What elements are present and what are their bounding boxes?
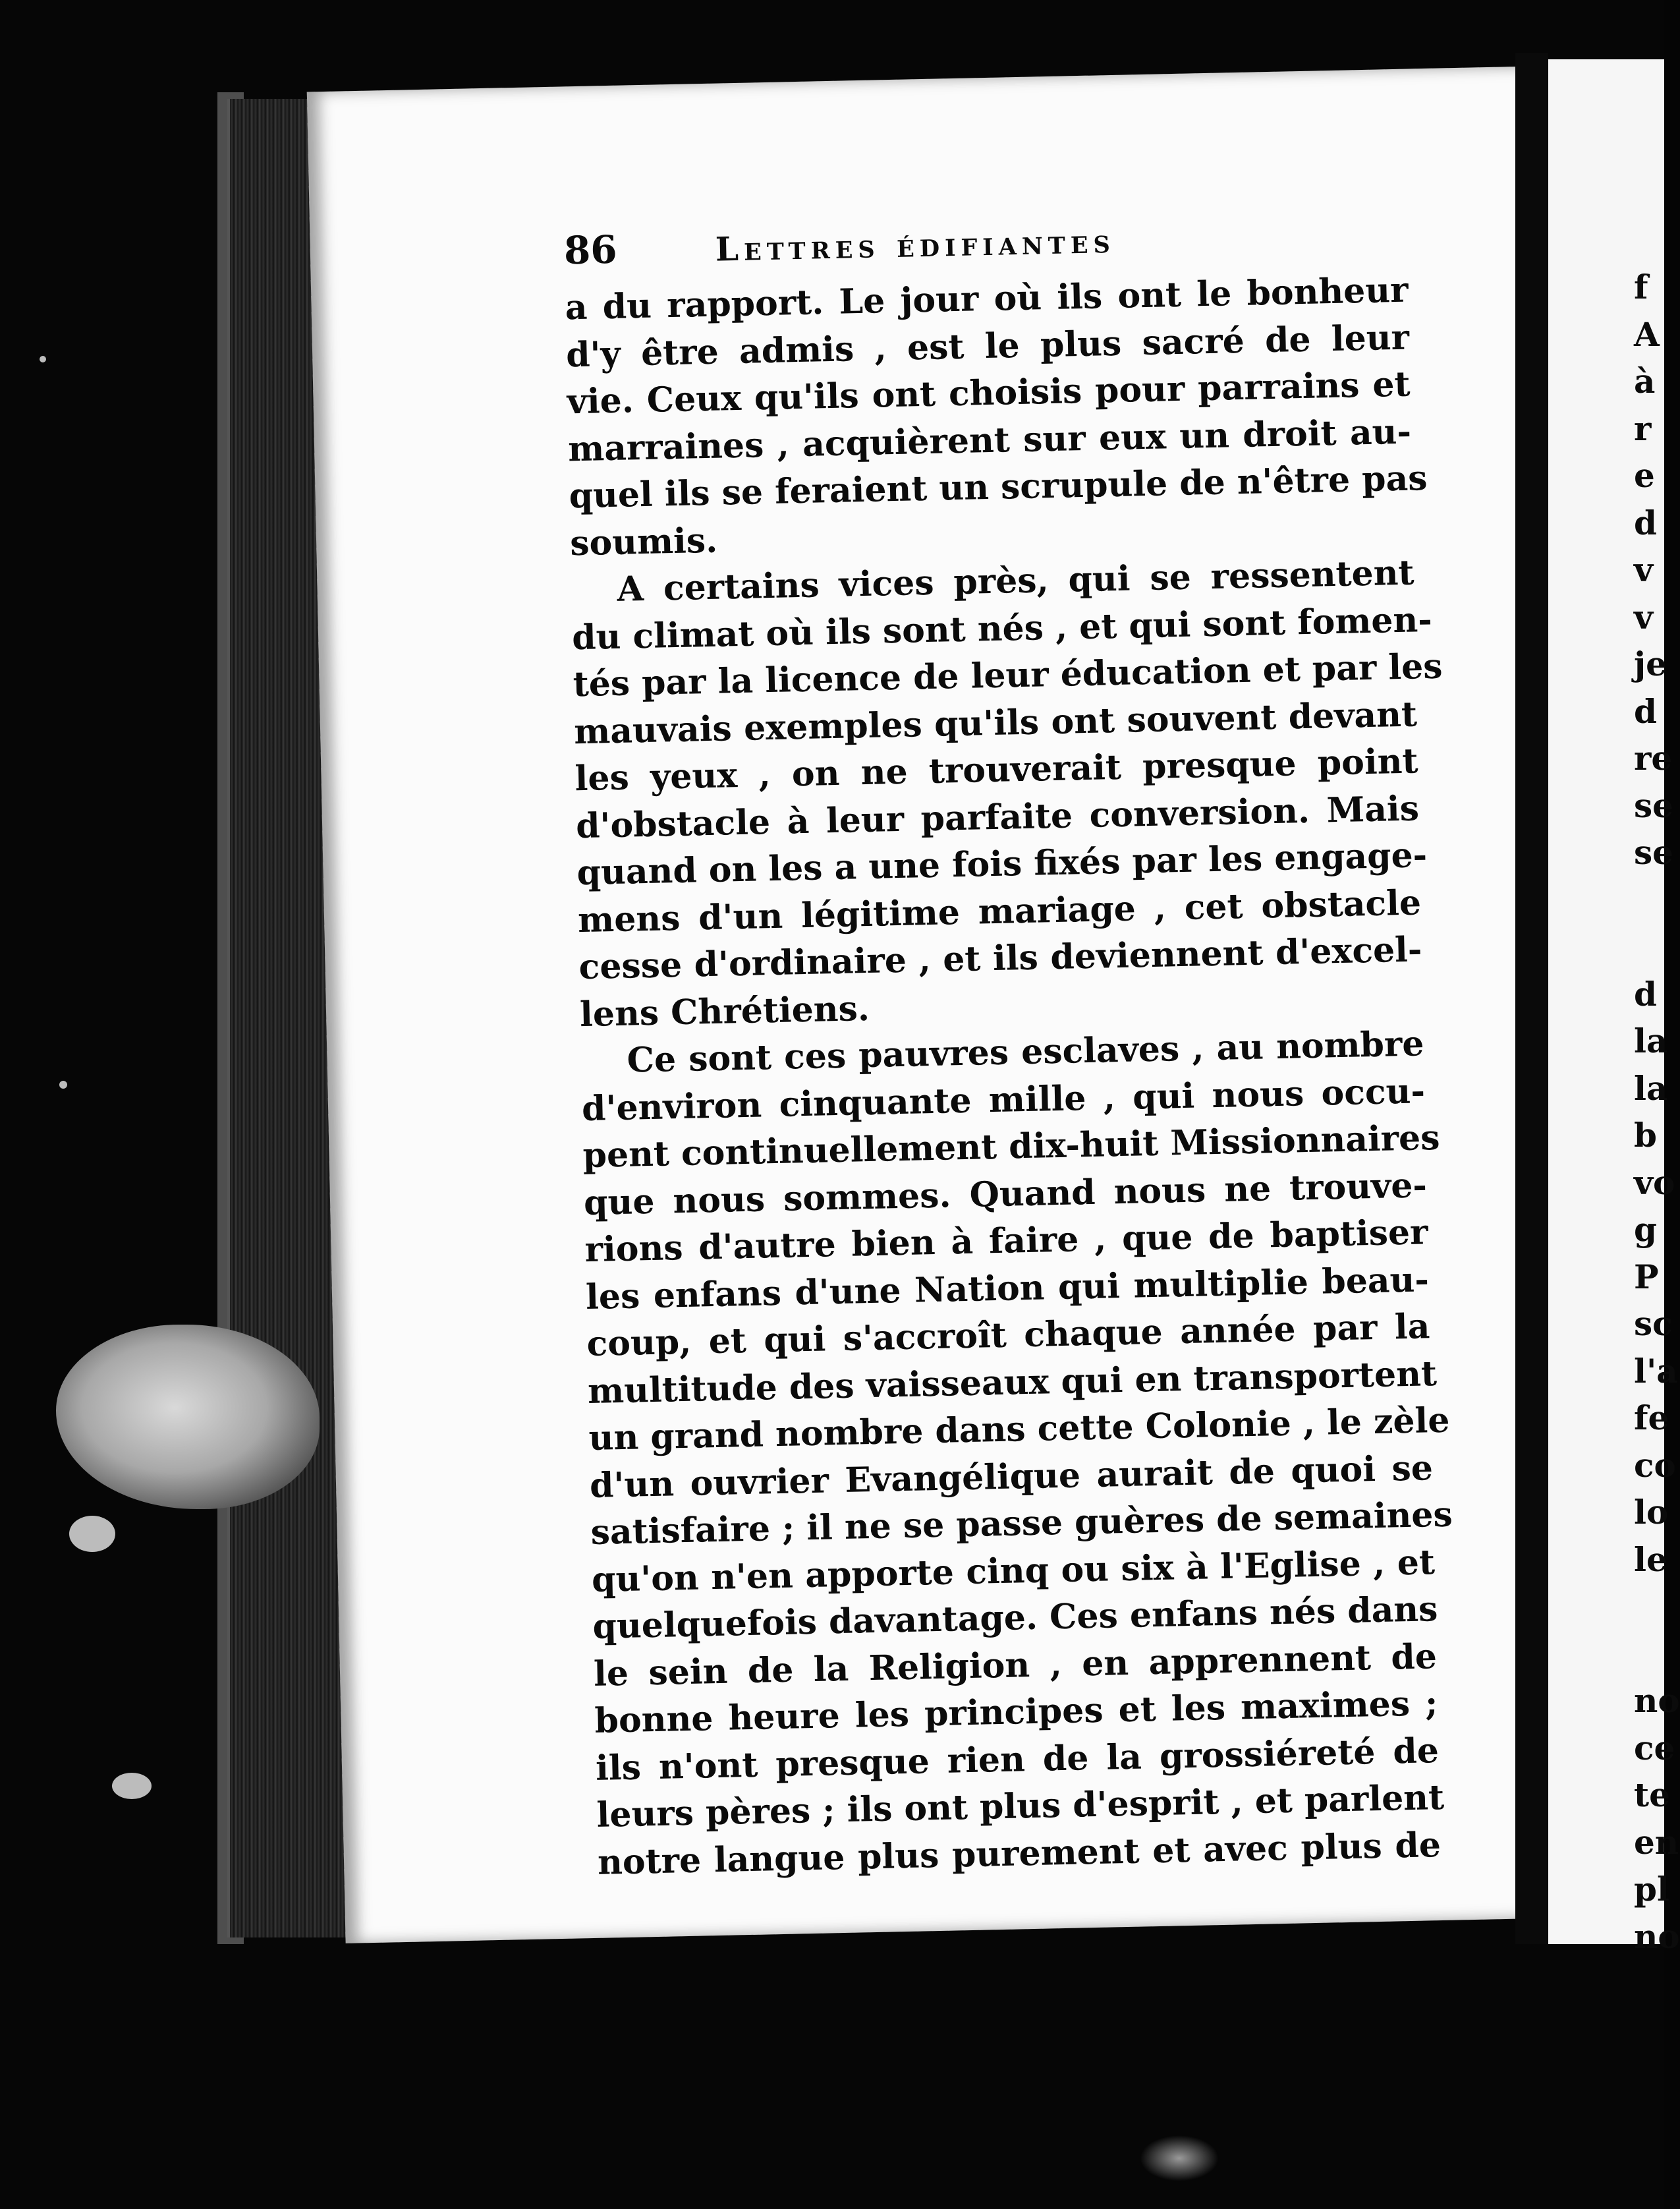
running-head xyxy=(563,213,1289,273)
text-line: cesse d'ordinaire , et ils deviennent d'excel- xyxy=(578,929,1423,988)
text-line: tés par la licence de leur éducation et par les xyxy=(573,646,1443,705)
fragment: en xyxy=(1634,1822,1679,1862)
fragment: te xyxy=(1634,1775,1670,1814)
fragment: la xyxy=(1634,1068,1668,1108)
text-line: quand on les a une fois fixés par les engage- xyxy=(576,835,1428,894)
text-line: soumis. xyxy=(569,520,718,563)
fragment: P xyxy=(1634,1257,1659,1296)
text-line: satisfaire ; il ne se passe guères de semaines xyxy=(590,1494,1453,1553)
fragment: f xyxy=(1634,268,1648,306)
fragment: l'a xyxy=(1634,1351,1678,1391)
fragment: à xyxy=(1634,362,1656,401)
text-line: quelquefois davantage. Ces enfans nés dans xyxy=(592,1589,1438,1647)
fragment: la xyxy=(1634,1021,1668,1060)
left-page xyxy=(307,67,1554,1943)
facing-page-strip xyxy=(1548,59,1680,1956)
margin-speck xyxy=(112,1773,152,1799)
text-line: ils n'ont presque rien de la grossiéreté de xyxy=(595,1730,1440,1789)
body-text xyxy=(565,267,1453,1886)
fragment: je xyxy=(1634,645,1667,683)
text-line: rions d'autre bien à faire , que de baptiser xyxy=(584,1212,1429,1271)
running-title: Lettres édifiantes xyxy=(715,221,1116,269)
fragment: re xyxy=(1634,739,1673,778)
text-line: qu'on n'en apporte cinq ou six à l'Eglise , et xyxy=(591,1541,1436,1600)
fragment: co xyxy=(1634,1445,1676,1485)
fragment: d xyxy=(1634,503,1657,542)
text-line: d'un ouvrier Evangélique aurait de quoi se xyxy=(589,1447,1434,1506)
text-line: vie. Ceux qu'ils ont choisis pour parrains et xyxy=(567,364,1411,422)
fragment: pl xyxy=(1634,1870,1669,1908)
text-line: mauvais exemples qu'ils ont souvent devant xyxy=(573,693,1418,752)
text-line: coup, et qui s'accroît chaque année par la xyxy=(586,1306,1431,1365)
paragraph-gap xyxy=(1634,876,1673,971)
text-line: quel ils se feraient un scrupule de n'être pas xyxy=(569,458,1428,517)
fragment: d xyxy=(1634,974,1657,1014)
margin-speck xyxy=(69,1516,115,1552)
margin-stain xyxy=(56,1325,320,1509)
fragment: vo xyxy=(1634,1162,1675,1202)
fragment: lo xyxy=(1634,1493,1669,1532)
fragment: le xyxy=(1634,1539,1667,1579)
book-gutter xyxy=(1515,53,1548,1944)
text-line: pent continuellement dix-huit Missionnaires xyxy=(582,1117,1441,1176)
fragment: no xyxy=(1634,1681,1680,1720)
text-line: lens Chrétiens. xyxy=(579,988,870,1035)
text-line: du climat où ils sont nés , et qui sont fomen- xyxy=(571,599,1433,658)
fragment: e xyxy=(1634,456,1655,495)
fragment: d xyxy=(1634,691,1657,731)
text-line: marraines , acquièrent sur eux un droit au- xyxy=(567,411,1412,469)
page-number: 86 xyxy=(563,227,618,273)
fragment: se xyxy=(1634,833,1673,872)
fragment: b xyxy=(1634,1116,1657,1155)
fragment: g xyxy=(1634,1210,1657,1249)
text-line: d'obstacle à leur parfaite conversion. Mais xyxy=(575,788,1420,846)
text-line: que nous sommes. Quand nous ne trouve- xyxy=(583,1164,1428,1223)
text-line: a du rapport. Le jour où ils ont le bonheur xyxy=(565,270,1409,328)
fragment: A xyxy=(1634,314,1660,354)
text-line: d'environ cinquante mille , qui nous occu- xyxy=(581,1070,1426,1129)
facing-page-fragments xyxy=(1634,264,1680,1960)
text-line: les enfans d'une Nation qui multiplie beau- xyxy=(585,1259,1430,1317)
fragment: no xyxy=(1634,1916,1680,1956)
fragment: fe xyxy=(1634,1398,1669,1437)
text-line: Ce sont ces pauvres esclaves , au nombre xyxy=(627,1023,1425,1081)
text-line: mens d'un légitime mariage , cet obstacle xyxy=(577,882,1422,940)
text-line: leurs pères ; ils ont plus d'esprit , et parlent xyxy=(596,1777,1445,1835)
text-line: un grand nombre dans cette Colonie , le zèle xyxy=(588,1400,1450,1459)
fragment: sc xyxy=(1634,1304,1673,1343)
text-line: bonne heure les principes et les maximes ; xyxy=(594,1683,1438,1741)
fragment: ce xyxy=(1634,1728,1675,1767)
fragment: r xyxy=(1634,409,1652,448)
text-line: le sein de la Religion , en apprennent de xyxy=(593,1636,1438,1694)
text-line: A certains vices près, qui se ressentent xyxy=(617,552,1415,610)
text-line: notre langue plus purement et avec plus de xyxy=(597,1824,1442,1883)
text-line: les yeux , on ne trouverait presque point xyxy=(574,741,1419,799)
fragment: se xyxy=(1634,786,1673,825)
text-line: multitude des vaisseaux qui en transportent xyxy=(587,1353,1438,1412)
margin-speck xyxy=(59,1081,67,1089)
paragraph-gap xyxy=(1634,1583,1673,1677)
fragment: v xyxy=(1634,550,1654,589)
fragment: v xyxy=(1634,597,1654,637)
text-line: d'y être admis , est le plus sacré de leur xyxy=(565,317,1410,375)
margin-speck xyxy=(40,356,46,362)
bottom-smudge xyxy=(1140,2135,1219,2181)
